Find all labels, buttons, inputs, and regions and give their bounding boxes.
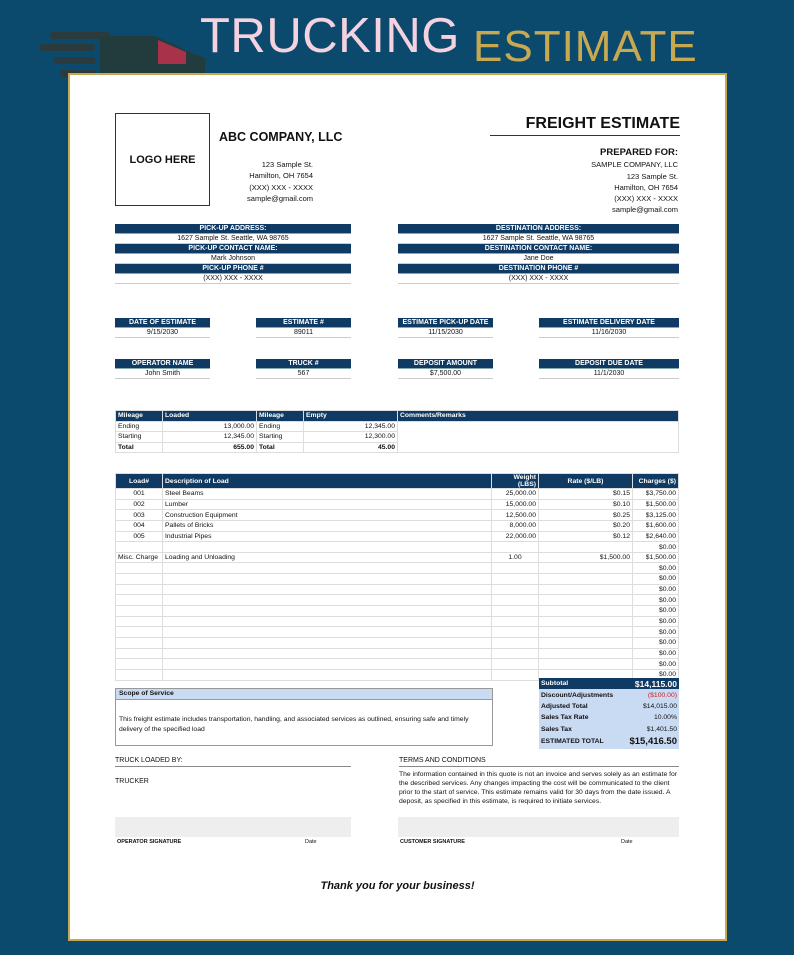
mileage-header-row xyxy=(116,411,679,422)
table-row xyxy=(116,499,679,510)
info-value[interactable]: 9/15/2030 xyxy=(115,328,210,338)
load-cell[interactable]: $0.10 xyxy=(539,499,633,510)
company-name: ABC COMPANY, LLC xyxy=(219,130,343,144)
client-city: Hamilton, OH 7654 xyxy=(614,182,678,192)
load-cell[interactable]: 004 xyxy=(116,520,163,531)
load-cell[interactable]: $1,500.00 xyxy=(539,552,633,563)
load-cell[interactable] xyxy=(116,627,163,638)
load-cell: $0.00 xyxy=(633,574,679,585)
mileage-cell: Total xyxy=(257,442,304,453)
load-cell[interactable]: 22,000.00 xyxy=(492,531,539,542)
totals-row xyxy=(539,678,679,689)
mileage-cell: 45.00 xyxy=(304,442,398,453)
load-cell[interactable]: Industrial Pipes xyxy=(163,531,492,542)
load-cell[interactable] xyxy=(492,542,539,553)
table-row xyxy=(116,595,679,606)
load-cell[interactable] xyxy=(539,627,633,638)
info-label: DATE OF ESTIMATE xyxy=(115,318,210,328)
operator-signature-label: OPERATOR SIGNATURE xyxy=(117,839,182,845)
divider xyxy=(115,766,351,767)
comments-cell[interactable] xyxy=(398,421,679,453)
totals-label: Sales Tax Rate xyxy=(541,714,589,722)
totals-label: Sales Tax xyxy=(541,725,572,733)
customer-signature-field[interactable] xyxy=(398,817,679,837)
load-cell[interactable]: $0.25 xyxy=(539,510,633,521)
load-cell: $0.00 xyxy=(633,616,679,627)
prepared-for xyxy=(550,147,678,216)
load-cell: $0.00 xyxy=(633,584,679,595)
load-cell[interactable] xyxy=(492,574,539,585)
info-label: ESTIMATE # xyxy=(256,318,351,328)
table-row xyxy=(116,489,679,500)
company-address xyxy=(228,159,313,204)
load-cell[interactable] xyxy=(163,542,492,553)
load-header: Rate ($/LB) xyxy=(539,474,633,489)
totals-value: $14,015.00 xyxy=(642,702,677,710)
load-cell[interactable] xyxy=(492,595,539,606)
load-cell[interactable] xyxy=(116,606,163,617)
scope-text[interactable]: This freight estimate includes transportation, handling, and associated services as outlined, ensuring safe and timely delivery of the specified load xyxy=(119,716,469,733)
totals-row xyxy=(539,712,679,723)
client-phone: (XXX) XXX - XXXX xyxy=(614,194,678,204)
load-cell[interactable] xyxy=(492,659,539,670)
destination-phone[interactable]: (XXX) XXX - XXXX xyxy=(398,274,679,284)
banner-title-estimate: ESTIMATE xyxy=(473,22,698,71)
totals-label: Subtotal xyxy=(541,680,569,688)
load-cell[interactable] xyxy=(163,595,492,606)
totals-row xyxy=(539,724,679,735)
load-cell[interactable] xyxy=(539,637,633,648)
info-label: ESTIMATE PICK-UP DATE xyxy=(398,318,493,328)
pickup-contact-label: PICK-UP CONTACT NAME: xyxy=(115,244,351,254)
customer-date-label: Date xyxy=(621,839,633,845)
load-cell[interactable] xyxy=(116,542,163,553)
load-cell[interactable] xyxy=(492,616,539,627)
mileage-cell: Ending xyxy=(257,421,304,432)
load-cell[interactable]: 002 xyxy=(116,499,163,510)
load-cell: $0.00 xyxy=(633,669,679,680)
info-value[interactable]: $7,500.00 xyxy=(398,369,493,379)
load-cell[interactable] xyxy=(163,669,492,680)
info-value[interactable]: 567 xyxy=(256,369,351,379)
totals-label: Discount/Adjustments xyxy=(541,691,614,699)
load-cell[interactable]: 8,000.00 xyxy=(492,520,539,531)
load-cell[interactable] xyxy=(539,584,633,595)
load-cell[interactable] xyxy=(492,637,539,648)
load-cell[interactable] xyxy=(163,584,492,595)
load-cell[interactable] xyxy=(492,606,539,617)
load-cell[interactable] xyxy=(492,669,539,680)
mileage-cell: Ending xyxy=(116,421,163,432)
mileage-header: Mileage xyxy=(116,411,163,422)
destination-address[interactable]: 1627 Sample St. Seattle, WA 98765 xyxy=(398,234,679,244)
load-cell[interactable] xyxy=(539,616,633,627)
load-cell[interactable] xyxy=(116,584,163,595)
totals-row xyxy=(539,701,679,712)
totals-table xyxy=(539,678,679,749)
load-cell[interactable] xyxy=(492,627,539,638)
table-row xyxy=(116,542,679,553)
load-cell[interactable] xyxy=(163,627,492,638)
load-cell[interactable]: Pallets of Bricks xyxy=(163,520,492,531)
mileage-header: Empty xyxy=(304,411,398,422)
load-cell[interactable] xyxy=(163,637,492,648)
customer-signature-label: CUSTOMER SIGNATURE xyxy=(400,839,465,845)
pickup-phone-label: PICK-UP PHONE # xyxy=(115,264,351,274)
client-email: sample@gmail.com xyxy=(612,205,678,215)
load-cell: $0.00 xyxy=(633,595,679,606)
mileage-cell[interactable]: 12,345.00 xyxy=(163,432,257,443)
load-cell[interactable]: $0.20 xyxy=(539,520,633,531)
load-cell: $0.00 xyxy=(633,648,679,659)
load-cell: $3,125.00 xyxy=(633,510,679,521)
destination-phone-label: DESTINATION PHONE # xyxy=(398,264,679,274)
mileage-cell: Starting xyxy=(257,432,304,443)
scope-label: Scope of Service xyxy=(116,689,492,700)
load-cell[interactable] xyxy=(116,659,163,670)
load-cell[interactable]: Misc. Charge xyxy=(116,552,163,563)
load-cell: $0.00 xyxy=(633,563,679,574)
info-label: DEPOSIT DUE DATE xyxy=(539,359,679,369)
totals-value[interactable]: ($100.00) xyxy=(647,691,677,699)
info-estimate-number xyxy=(256,318,351,338)
load-cell[interactable]: 001 xyxy=(116,489,163,500)
load-cell[interactable]: 15,000.00 xyxy=(492,499,539,510)
load-cell[interactable] xyxy=(163,648,492,659)
destination-section xyxy=(398,224,679,284)
scope-of-service xyxy=(115,688,493,746)
load-cell[interactable] xyxy=(116,574,163,585)
table-row xyxy=(116,563,679,574)
load-cell[interactable] xyxy=(539,659,633,670)
banner-title-trucking: TRUCKING xyxy=(200,9,460,63)
prepared-for-label: PREPARED FOR: xyxy=(600,147,678,158)
table-row xyxy=(116,648,679,659)
pickup-address-label: PICK-UP ADDRESS: xyxy=(115,224,351,234)
info-operator-name xyxy=(115,359,210,379)
load-cell[interactable] xyxy=(539,563,633,574)
load-header: Load# xyxy=(116,474,163,489)
info-value[interactable]: 11/16/2030 xyxy=(539,328,679,338)
load-cell[interactable] xyxy=(116,563,163,574)
load-cell[interactable] xyxy=(539,574,633,585)
client-street: 123 Sample St. xyxy=(626,171,678,181)
divider xyxy=(399,766,679,767)
mileage-header: Mileage xyxy=(257,411,304,422)
load-cell: $0.00 xyxy=(633,637,679,648)
load-header: Weight (LBS) xyxy=(492,474,539,489)
table-row xyxy=(116,606,679,617)
pickup-section xyxy=(115,224,351,284)
table-row xyxy=(116,421,679,432)
load-cell[interactable]: 003 xyxy=(116,510,163,521)
table-row xyxy=(116,531,679,542)
load-cell[interactable] xyxy=(163,659,492,670)
pickup-contact[interactable]: Mark Johnson xyxy=(115,254,351,264)
load-cell[interactable]: $0.15 xyxy=(539,489,633,500)
table-row xyxy=(116,584,679,595)
mileage-header: Loaded xyxy=(163,411,257,422)
load-cell[interactable] xyxy=(163,574,492,585)
estimate-title: FREIGHT ESTIMATE xyxy=(490,115,680,136)
terms-label: TERMS AND CONDITIONS xyxy=(399,757,486,764)
totals-label: Adjusted Total xyxy=(541,702,588,710)
totals-value: $14,115.00 xyxy=(634,678,677,689)
table-row xyxy=(116,616,679,627)
totals-row xyxy=(539,735,679,749)
info-deposit-due-date xyxy=(539,359,679,379)
load-cell[interactable] xyxy=(163,616,492,627)
totals-value: $1,401.50 xyxy=(646,725,677,733)
load-table xyxy=(115,473,679,681)
table-row xyxy=(116,510,679,521)
mileage-cell: 655.00 xyxy=(163,442,257,453)
table-row xyxy=(116,627,679,638)
load-cell[interactable] xyxy=(116,616,163,627)
info-label: DEPOSIT AMOUNT xyxy=(398,359,493,369)
table-row xyxy=(116,574,679,585)
load-cell: $0.00 xyxy=(633,606,679,617)
estimate-sheet xyxy=(68,73,727,941)
totals-row xyxy=(539,689,679,700)
load-cell: $2,640.00 xyxy=(633,531,679,542)
destination-address-label: DESTINATION ADDRESS: xyxy=(398,224,679,234)
operator-date-label: Date xyxy=(305,839,317,845)
load-cell[interactable]: $0.12 xyxy=(539,531,633,542)
company-email: sample@gmail.com xyxy=(247,193,313,203)
table-row xyxy=(116,659,679,670)
load-header: Charges ($) xyxy=(633,474,679,489)
table-row xyxy=(116,552,679,563)
load-cell[interactable] xyxy=(116,648,163,659)
info-label: TRUCK # xyxy=(256,359,351,369)
load-cell: $1,500.00 xyxy=(633,552,679,563)
logo-placeholder: LOGO HERE xyxy=(115,113,210,206)
company-street: 123 Sample St. xyxy=(261,160,313,169)
mileage-header: Comments/Remarks xyxy=(398,411,679,422)
load-cell[interactable] xyxy=(116,637,163,648)
load-cell[interactable] xyxy=(163,563,492,574)
terms-text: The information contained in this quote is not an invoice and serves solely as an estimate for the described services. Any changes impacting the cost will be communicated to the client prior to the start of service. This estimate remains valid for 30 days from the date issued. A deposit, as specified in this estimate, is required to initiate services. xyxy=(399,771,678,805)
info-value[interactable]: 89011 xyxy=(256,328,351,338)
info-delivery-date xyxy=(539,318,679,338)
thank-you-message: Thank you for your business! xyxy=(320,880,475,892)
mileage-cell[interactable]: 13,000.00 xyxy=(163,421,257,432)
info-date-of-estimate xyxy=(115,318,210,338)
destination-contact-label: DESTINATION CONTACT NAME: xyxy=(398,244,679,254)
client-name: SAMPLE COMPANY, LLC xyxy=(591,160,678,170)
totals-value: $15,416.50 xyxy=(629,736,677,748)
load-cell[interactable] xyxy=(539,648,633,659)
mileage-cell[interactable]: 12,345.00 xyxy=(304,421,398,432)
info-label: OPERATOR NAME xyxy=(115,359,210,369)
truck-loaded-by-label: TRUCK LOADED BY: xyxy=(115,757,183,764)
load-cell[interactable] xyxy=(539,542,633,553)
load-cell: $1,500.00 xyxy=(633,499,679,510)
load-cell[interactable] xyxy=(492,648,539,659)
load-cell[interactable]: Steel Beams xyxy=(163,489,492,500)
load-header: Description of Load xyxy=(163,474,492,489)
load-cell[interactable]: 005 xyxy=(116,531,163,542)
table-row xyxy=(116,637,679,648)
info-value[interactable]: 11/15/2030 xyxy=(398,328,493,338)
mileage-table xyxy=(115,410,679,453)
load-cell: $1,600.00 xyxy=(633,520,679,531)
info-value[interactable]: John Smith xyxy=(115,369,210,379)
load-header-row xyxy=(116,474,679,489)
load-cell[interactable] xyxy=(539,595,633,606)
load-cell[interactable] xyxy=(492,563,539,574)
mileage-cell: Starting xyxy=(116,432,163,443)
totals-label: ESTIMATED TOTAL xyxy=(541,738,604,746)
load-cell[interactable]: 25,000.00 xyxy=(492,489,539,500)
totals-value[interactable]: 10.00% xyxy=(653,714,677,722)
load-cell[interactable]: 1.00 xyxy=(492,552,539,563)
table-row xyxy=(116,520,679,531)
load-cell[interactable] xyxy=(116,669,163,680)
mileage-cell[interactable]: 12,300.00 xyxy=(304,432,398,443)
load-cell[interactable] xyxy=(163,606,492,617)
load-cell[interactable] xyxy=(539,606,633,617)
load-cell[interactable]: Loading and Unloading xyxy=(163,552,492,563)
load-cell: $0.00 xyxy=(633,542,679,553)
load-cell: $3,750.00 xyxy=(633,489,679,500)
info-deposit-amount xyxy=(398,359,493,379)
pickup-phone[interactable]: (XXX) XXX - XXXX xyxy=(115,274,351,284)
info-value[interactable]: 11/1/2030 xyxy=(539,369,679,379)
operator-signature-field[interactable] xyxy=(115,817,351,837)
load-cell[interactable]: Construction Equipment xyxy=(163,510,492,521)
load-cell[interactable]: 12,500.00 xyxy=(492,510,539,521)
load-cell[interactable]: Lumber xyxy=(163,499,492,510)
company-phone: (XXX) XXX - XXXX xyxy=(249,182,313,192)
mileage-cell: Total xyxy=(116,442,163,453)
load-cell: $0.00 xyxy=(633,659,679,670)
pickup-address[interactable]: 1627 Sample St. Seattle, WA 98765 xyxy=(115,234,351,244)
info-pickup-date xyxy=(398,318,493,338)
destination-contact[interactable]: Jane Doe xyxy=(398,254,679,264)
load-cell[interactable] xyxy=(492,584,539,595)
load-cell: $0.00 xyxy=(633,627,679,638)
info-truck-number xyxy=(256,359,351,379)
load-cell[interactable] xyxy=(116,595,163,606)
company-city: Hamilton, OH 7654 xyxy=(249,171,313,181)
trucker-label: TRUCKER xyxy=(115,778,149,785)
info-label: ESTIMATE DELIVERY DATE xyxy=(539,318,679,328)
